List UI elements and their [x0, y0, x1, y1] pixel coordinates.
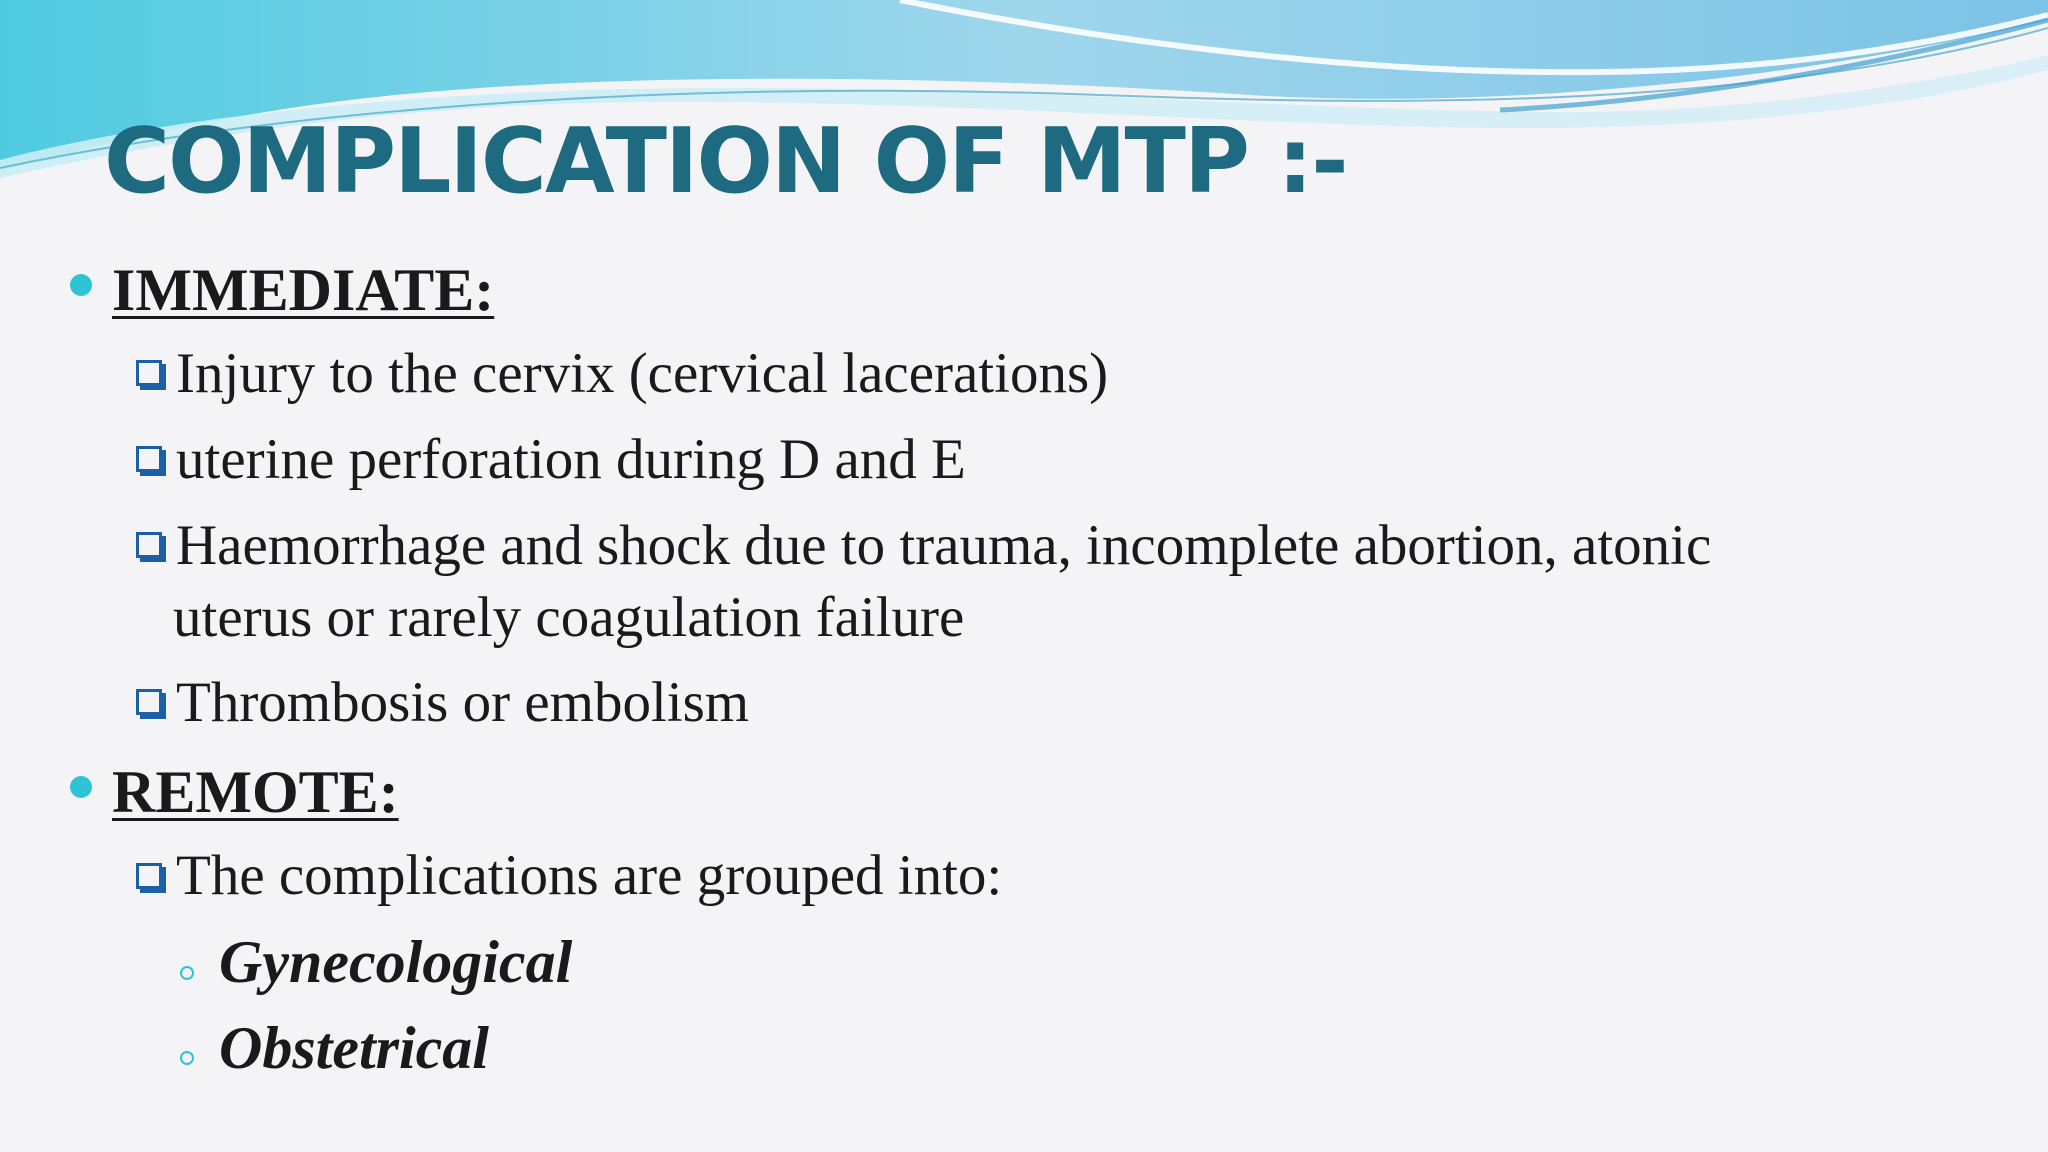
list-item: Thrombosis or embolism — [176, 671, 750, 734]
slide-title: COMPLICATION OF MTP :- — [104, 109, 1347, 214]
checkbox-bullet-icon — [136, 360, 162, 386]
bullet-dot-icon — [70, 776, 92, 798]
checkbox-bullet-icon — [136, 532, 162, 558]
checkbox-bullet-icon — [136, 863, 162, 889]
section-heading-immediate: IMMEDIATE: — [112, 257, 495, 323]
list-item: uterine perforation during D and E — [176, 428, 966, 491]
sub-list-item: Gynecological — [219, 929, 573, 995]
circle-bullet-icon — [180, 966, 194, 980]
section-heading-remote: REMOTE: — [112, 759, 399, 825]
circle-bullet-icon — [180, 1051, 194, 1065]
list-item: The complications are grouped into: — [176, 844, 1003, 907]
list-item-continuation: uterus or rarely coagulation failure — [173, 586, 965, 649]
checkbox-bullet-icon — [136, 689, 162, 715]
sub-list-item: Obstetrical — [219, 1015, 489, 1081]
checkbox-bullet-icon — [136, 446, 162, 472]
list-item: Haemorrhage and shock due to trauma, incomplete abortion, atonic — [176, 514, 1712, 577]
list-item: Injury to the cervix (cervical lacerations) — [176, 342, 1109, 405]
bullet-dot-icon — [70, 274, 92, 296]
